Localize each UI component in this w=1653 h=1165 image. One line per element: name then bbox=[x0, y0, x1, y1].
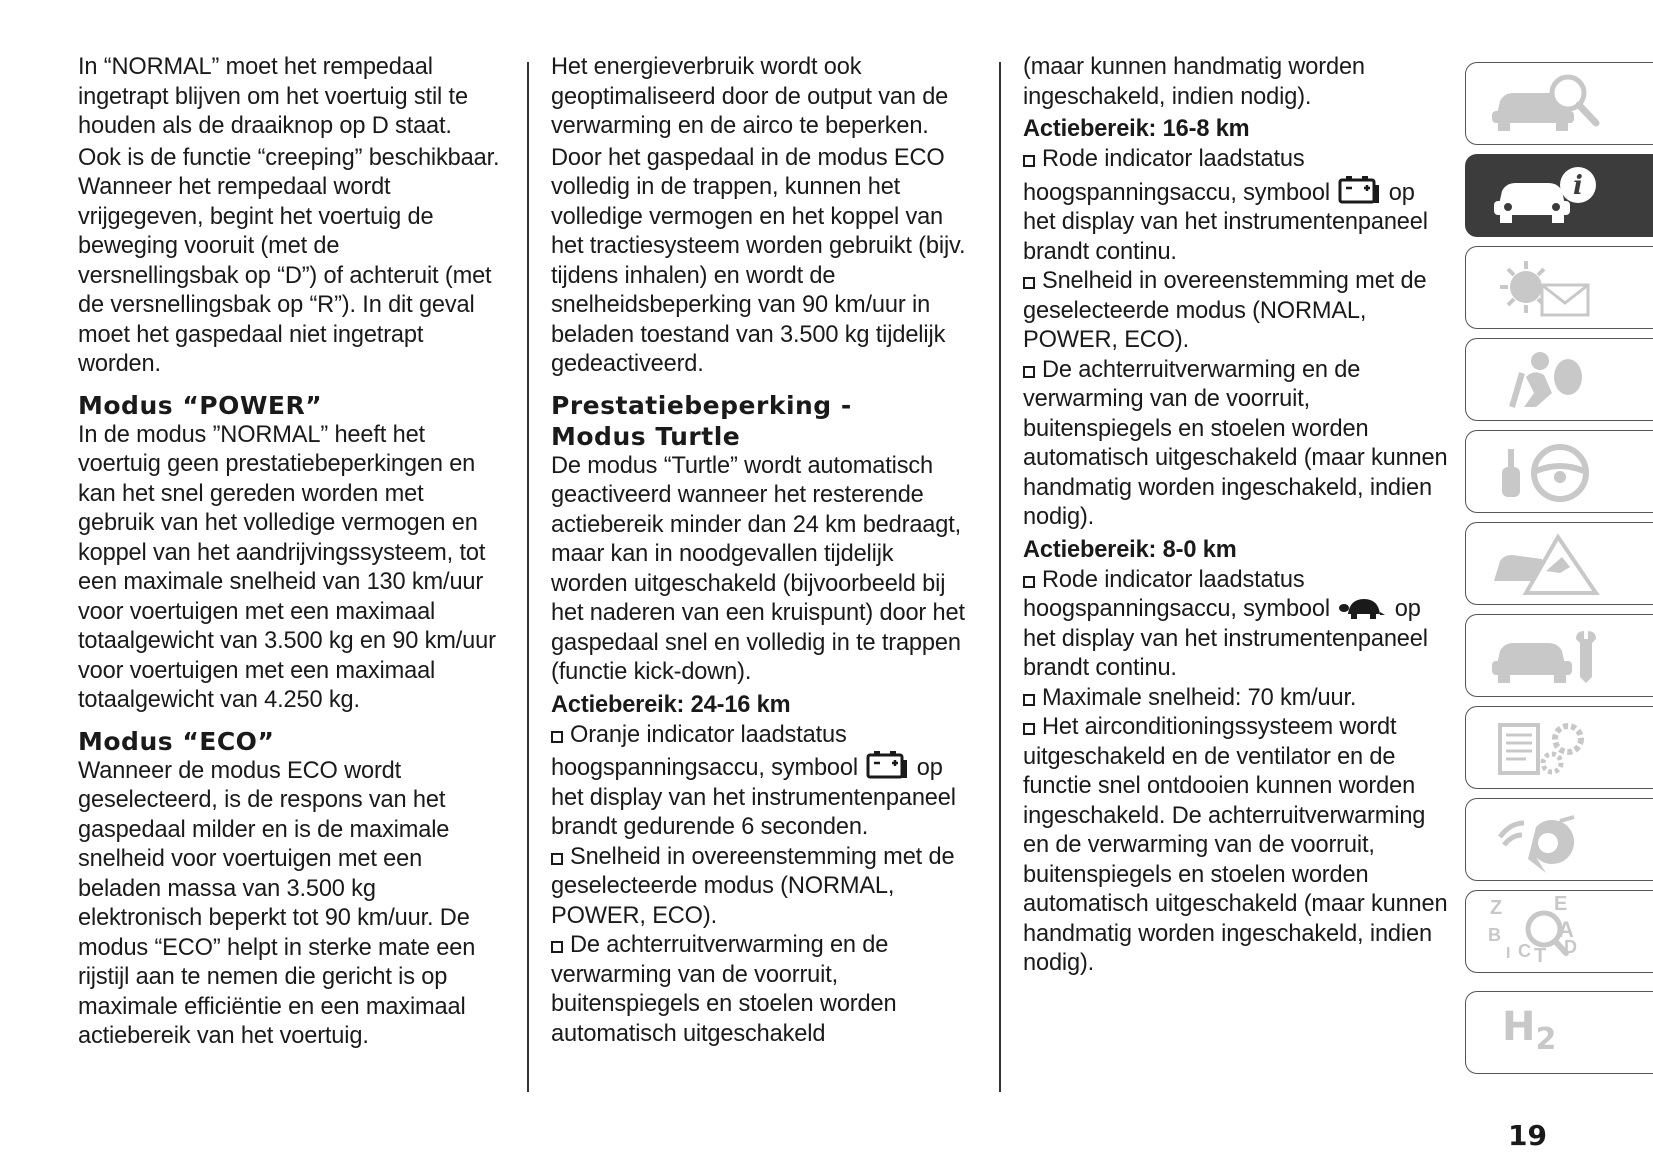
car-magnifier-icon bbox=[1486, 71, 1606, 137]
list-item-text: Rode indicator laadstatus hoogspanningsaccu, symbool bbox=[1023, 566, 1330, 622]
tab-maintenance[interactable] bbox=[1465, 614, 1653, 697]
list-item-text: Maximale snelheid: 70 km/uur. bbox=[1042, 684, 1357, 711]
tab-index[interactable] bbox=[1465, 890, 1653, 973]
tab-technical-data[interactable] bbox=[1465, 706, 1653, 789]
tab-starting-driving[interactable] bbox=[1465, 430, 1653, 513]
checkbox-bullet-icon bbox=[1023, 723, 1035, 735]
checkbox-bullet-icon bbox=[1023, 694, 1035, 706]
paragraph-power-mode: In de modus ”NORMAL” heeft het voertuig geen prestatiebeperkingen en kan het snel gereden worden met gebruik van het volledige vermogen en koppel van het aandrijvingssysteem, tot een maximale snelheid van 130 km/uur voor voertuigen met een maximaal totaalgewicht van 3.500 kg en 90 km/uur voor voertuigen met een maximaal totaalgewicht van 4.250 kg. bbox=[78, 421, 496, 713]
paragraph-continued: (maar kunnen handmatig worden ingeschakeld, indien nodig). bbox=[1023, 54, 1365, 110]
paragraph-creeping: Ook is de functie “creeping” beschikbaar. Wanneer het rempedaal wordt vrijgegeven, begint het voertuig de beweging vooruit (met de versnellingsbak op “D”) of achteruit (met de versnellingsbak op “R”). In dit geval moet het gaspedaal niet ingetrapt worden. bbox=[78, 144, 500, 377]
checkbox-bullet-icon bbox=[1023, 155, 1035, 167]
car-wrench-icon bbox=[1486, 623, 1606, 689]
index-letter: T bbox=[1534, 945, 1547, 967]
checkbox-bullet-icon bbox=[1023, 366, 1035, 378]
list-item bbox=[551, 721, 976, 843]
paragraph-energy: Het energieverbruik wordt ook geoptimaliseerd door de output van de verwarming en de airco te beperken. bbox=[551, 54, 949, 139]
list-item bbox=[1023, 356, 1453, 533]
tab-hydrogen[interactable] bbox=[1465, 991, 1653, 1074]
tab-warning-lights[interactable] bbox=[1465, 246, 1653, 329]
tab-emergency[interactable] bbox=[1465, 522, 1653, 605]
index-letter: B bbox=[1488, 925, 1501, 945]
index-letter: E bbox=[1554, 893, 1568, 915]
list-item-text: Snelheid in overeenstemming met de geselecteerde modus (NORMAL, POWER, ECO). bbox=[551, 843, 955, 929]
column-3 bbox=[1023, 53, 1453, 979]
list-item bbox=[1023, 145, 1453, 267]
index-letter: I bbox=[1506, 945, 1511, 962]
list-item bbox=[551, 931, 976, 1049]
checkbox-bullet-icon bbox=[551, 731, 563, 743]
list-item-text: Het airconditioningssysteem wordt uitgeschakeld en de ventilator en de functie snel ontdooien kunnen worden ingeschakeld. De achterruitverwarming en de verwarming van de voorruit, buitenspiegels en stoelen worden automatisch uitgeschakeld (maar kunnen handmatig worden ingeschakeld, indien nodig). bbox=[1023, 714, 1448, 976]
list-item bbox=[1023, 713, 1453, 979]
hydrogen-icon: $H_2$ bbox=[1502, 1004, 1557, 1057]
index-letter: C bbox=[1518, 941, 1531, 961]
heading-eco-mode: Modus “ECO” bbox=[78, 726, 275, 756]
checkbox-bullet-icon bbox=[551, 941, 563, 953]
list-item-text: Oranje indicator laadstatus hoogspanningsaccu, symbool bbox=[551, 721, 858, 781]
heading-range-8-0: Actiebereik: 8-0 km bbox=[1023, 536, 1237, 563]
list-item-text: De achterruitverwarming en de verwarming van de voorruit, buitenspiegels en stoelen worden automatisch uitgeschakeld (maar kunnen handmatig worden ingeschakeld, indien nodig). bbox=[1023, 356, 1448, 530]
column-2 bbox=[551, 53, 976, 1049]
checkbox-bullet-icon bbox=[1023, 576, 1035, 588]
list-item-text: Snelheid in overeenstemming met de geselecteerde modus (NORMAL, POWER, ECO). bbox=[1023, 268, 1427, 353]
index-letter: Z bbox=[1490, 897, 1503, 919]
list-item bbox=[1023, 684, 1453, 714]
list-item-text: op het display van het instrumentenpaneel brandt continu. bbox=[1023, 179, 1428, 265]
seat-airbag-icon bbox=[1486, 347, 1606, 413]
battery-warning-icon bbox=[866, 750, 908, 780]
column-divider-1 bbox=[527, 62, 529, 1092]
list-item-text: op het display van het instrumentenpaneel brandt gedurende 6 seconden. bbox=[551, 755, 956, 840]
heading-turtle-mode: Prestatiebeperking - Modus Turtle bbox=[551, 390, 852, 451]
index-letter: A bbox=[1558, 917, 1574, 942]
list-item-text: De achterruitverwarming en de verwarming van de voorruit, buitenspiegels en stoelen worden automatisch uitgeschakeld bbox=[551, 932, 897, 1047]
multimedia-icon bbox=[1486, 807, 1606, 873]
checkbox-bullet-icon bbox=[1023, 277, 1035, 289]
paragraph-eco-kickdown: Door het gaspedaal in de modus ECO volledig in de trappen, kunnen het volledige vermogen en het koppel van het tractiesysteem worden gebruikt (bijv. tijdens inhalen) en wordt de snelheidsbeperking van 90 km/uur in beladen toestand van 3.500 kg tijdelijk gedeactiveerd. bbox=[551, 144, 966, 377]
paragraph-turtle-mode: De modus “Turtle” wordt automatisch geactiveerd wanneer het resterende actiebereik minder dan 24 km bedraagt, maar kan in noodgevallen tijdelijk worden uitgeschakeld (bijvoorbeeld bij het naderen van een kruispunt) door het gaspedaal snel en volledig in te trappen (functie kick-down). bbox=[551, 452, 965, 685]
paragraph-normal-brake: In “NORMAL” moet het rempedaal ingetrapt blijven om het voertuig stil te houden als de draaiknop op D staat. bbox=[78, 54, 468, 139]
list-item-text: op het display van het instrumentenpaneel brandt continu. bbox=[1023, 596, 1428, 681]
battery-warning-icon bbox=[1338, 175, 1380, 205]
svg-text:i: i bbox=[1573, 171, 1583, 201]
tab-safety[interactable] bbox=[1465, 338, 1653, 421]
heading-power-mode: Modus “POWER” bbox=[78, 390, 323, 420]
checkbox-bullet-icon bbox=[551, 853, 563, 865]
turtle-icon bbox=[1338, 596, 1386, 620]
warning-light-message-icon bbox=[1486, 255, 1606, 321]
list-item-text: Rode indicator laadstatus hoogspanningsaccu, symbool bbox=[1023, 146, 1330, 206]
list-item bbox=[551, 843, 976, 932]
key-steering-wheel-icon bbox=[1486, 439, 1606, 505]
car-info-icon bbox=[1486, 163, 1606, 229]
list-item bbox=[1023, 267, 1453, 356]
heading-range-16-8: Actiebereik: 16-8 km bbox=[1023, 116, 1250, 142]
specs-gears-icon bbox=[1486, 715, 1606, 781]
column-divider-2 bbox=[999, 62, 1001, 1092]
index-letter: D bbox=[1564, 937, 1577, 957]
tab-getting-to-know[interactable] bbox=[1465, 154, 1653, 237]
page-number: 19 bbox=[1508, 1119, 1547, 1152]
column-1 bbox=[78, 53, 503, 1054]
heading-range-24-16: Actiebereik: 24-16 km bbox=[551, 691, 791, 718]
list-item bbox=[1023, 566, 1453, 684]
paragraph-eco-mode: Wanneer de modus ECO wordt geselecteerd, is de respons van het gaspedaal milder en is de maximale snelheid voor voertuigen met een beladen massa van 3.500 kg elektronisch beperkt tot 90 km/uur. De modus “ECO” helpt in sterke mate een rijstijl aan te nemen die gericht is op maximale efficiëntie en een maximaal actiebereik van het voertuig. bbox=[78, 757, 476, 1049]
tab-dashboard[interactable] bbox=[1465, 62, 1653, 145]
tab-multimedia[interactable] bbox=[1465, 798, 1653, 881]
car-emergency-icon bbox=[1486, 531, 1606, 597]
